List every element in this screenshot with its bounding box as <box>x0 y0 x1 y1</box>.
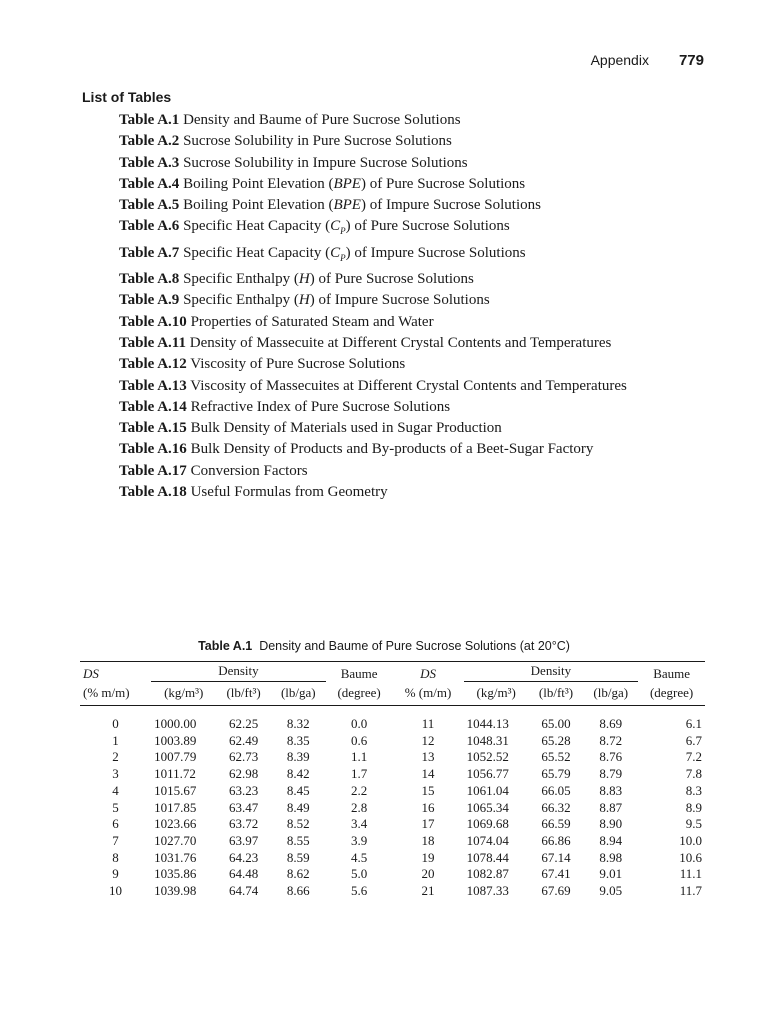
table-cell: 1069.68 <box>466 816 509 832</box>
table-cell: 5 <box>112 799 119 815</box>
table-item-title: Boiling Point Elevation (BPE) of Pure Sucrose Solutions <box>183 175 526 192</box>
table-cell: 7.2 <box>685 749 702 765</box>
table-item-label: Table A.13 <box>119 377 187 394</box>
table-body <box>80 706 705 900</box>
table-cell: 62.73 <box>228 749 259 765</box>
table-cell: 11.7 <box>679 883 702 899</box>
table-cell: 5.6 <box>350 883 368 899</box>
table-cell: 1.7 <box>350 766 368 782</box>
table-cell: 67.41 <box>541 866 571 882</box>
table-cell: 66.86 <box>541 832 571 848</box>
table-item-title: Conversion Factors <box>190 462 308 479</box>
table-cell: 1 <box>112 732 119 748</box>
table-cell: 11 <box>421 716 435 731</box>
table-cell: 4 <box>112 782 119 798</box>
list-of-tables <box>119 110 627 503</box>
table-cell: 8.39 <box>286 749 310 765</box>
table-row <box>80 833 705 850</box>
list-of-tables-item <box>119 397 627 418</box>
header-ds-left-line2: (% m/m) <box>83 685 130 700</box>
table-cell: 1048.31 <box>466 732 509 748</box>
table-cell: 1000.00 <box>154 716 197 731</box>
table-caption-label: Table A.1 <box>198 639 253 653</box>
table-cell: 15 <box>421 782 435 798</box>
table-cell: 8 <box>112 849 119 865</box>
table-cell: 64.48 <box>228 866 259 882</box>
table-cell: 8.42 <box>286 766 310 782</box>
table-row <box>80 749 705 766</box>
table-item-title: Specific Enthalpy (H) of Pure Sucrose Solutions <box>183 271 474 288</box>
table-caption <box>0 639 768 653</box>
table-cell: 8.76 <box>599 749 623 765</box>
table-cell: 1087.33 <box>466 883 509 899</box>
table-item-label: Table A.17 <box>119 462 187 479</box>
table-row <box>80 816 705 833</box>
table-cell: 8.69 <box>599 716 623 731</box>
table-item-label: Table A.1 <box>119 112 180 128</box>
table-cell: 1044.13 <box>466 716 509 731</box>
table-cell: 16 <box>421 799 435 815</box>
table-item-title: Useful Formulas from Geometry <box>190 484 388 501</box>
table-cell: 9.01 <box>599 866 623 882</box>
table-row <box>80 866 705 883</box>
table-cell: 8.49 <box>286 799 310 815</box>
table-cell: 8.62 <box>286 866 310 882</box>
table-cell: 1.1 <box>350 749 368 765</box>
header-density-right: Density <box>464 662 639 682</box>
table-cell: 64.74 <box>228 883 259 899</box>
table-cell: 0.6 <box>350 732 368 748</box>
list-of-tables-item <box>119 290 627 311</box>
table-item-label: Table A.5 <box>119 197 180 214</box>
table-cell: 8.94 <box>599 832 623 848</box>
table-cell: 9.05 <box>599 883 623 899</box>
table-item-title: Boiling Point Elevation (BPE) of Impure Sucrose Solutions <box>183 197 541 214</box>
header-lbft3-right: (lb/ft³) <box>538 685 574 700</box>
header-baume-right-line1: Baume <box>653 665 691 681</box>
table-cell: 1035.86 <box>154 866 197 882</box>
table-cell: 1056.77 <box>466 766 509 782</box>
list-of-tables-item <box>119 376 627 397</box>
table-cell: 8.98 <box>599 849 623 865</box>
table-cell: 7.8 <box>685 766 702 782</box>
table-item-label: Table A.14 <box>119 398 187 415</box>
table-cell: 1031.76 <box>154 849 197 865</box>
table-cell: 1015.67 <box>154 782 197 798</box>
table-cell: 6.1 <box>685 716 702 731</box>
table-row <box>80 800 705 817</box>
table-cell: 8.83 <box>599 782 623 798</box>
table-item-label: Table A.12 <box>119 356 187 373</box>
list-of-tables-item <box>119 131 627 152</box>
table-cell: 11.1 <box>679 866 702 882</box>
table-cell: 66.59 <box>541 816 571 832</box>
table-item-title: Sucrose Solubility in Pure Sucrose Solutions <box>183 133 452 150</box>
table-cell: 8.9 <box>685 799 702 815</box>
list-of-tables-item <box>119 269 627 290</box>
table-caption-title: Density and Baume of Pure Sucrose Solutions (at 20°C) <box>259 639 570 653</box>
table-item-label: Table A.11 <box>119 334 186 351</box>
table-item-label: Table A.8 <box>119 271 180 288</box>
list-of-tables-item <box>119 312 627 333</box>
list-of-tables-item <box>119 174 627 195</box>
table-item-title: Viscosity of Massecuites at Different Crystal Contents and Temperatures <box>190 377 627 394</box>
table-cell: 1061.04 <box>466 782 509 798</box>
page-number: 779 <box>678 52 704 69</box>
table-cell: 1007.79 <box>154 749 197 765</box>
table-cell: 63.47 <box>228 799 259 815</box>
table-row <box>80 850 705 867</box>
table-row <box>80 706 705 733</box>
table-cell: 10.0 <box>679 832 702 848</box>
header-density-left: Density <box>151 662 326 682</box>
table-item-title: Bulk Density of Materials used in Sugar Production <box>190 420 502 437</box>
table-item-title: Properties of Saturated Steam and Water <box>190 313 434 330</box>
table-cell: 66.32 <box>541 799 571 815</box>
table-cell: 66.05 <box>541 782 571 798</box>
list-of-tables-item <box>119 153 627 174</box>
table-cell: 1082.87 <box>466 866 509 882</box>
table-cell: 4.5 <box>350 849 368 865</box>
header-ds-left-line1: DS <box>83 665 99 681</box>
table-cell: 2.2 <box>350 782 368 798</box>
table-cell: 65.00 <box>541 716 571 731</box>
table-item-title: Density and Baume of Pure Sucrose Solutions <box>183 112 461 128</box>
table-cell: 13 <box>421 749 435 765</box>
table-cell: 20 <box>421 866 435 882</box>
list-of-tables-item <box>119 243 627 269</box>
table-cell: 8.55 <box>286 832 310 848</box>
list-of-tables-item <box>119 354 627 375</box>
table-item-label: Table A.18 <box>119 484 187 501</box>
table-item-title: Specific Enthalpy (H) of Impure Sucrose Solutions <box>183 292 490 309</box>
table-cell: 62.49 <box>228 732 259 748</box>
table-cell: 0 <box>112 716 119 731</box>
list-of-tables-item <box>119 333 627 354</box>
table-cell: 63.97 <box>228 832 259 848</box>
header-kgm3-left: (kg/m³) <box>164 685 204 700</box>
table-item-label: Table A.9 <box>119 292 180 309</box>
table-cell: 14 <box>421 766 435 782</box>
table-cell: 2 <box>112 749 119 765</box>
table-cell: 6 <box>112 816 119 832</box>
table-item-title: Sucrose Solubility in Impure Sucrose Solutions <box>183 154 468 171</box>
table-cell: 2.8 <box>350 799 368 815</box>
header-kgm3-right: (kg/m³) <box>476 685 516 700</box>
table-cell: 64.23 <box>228 849 259 865</box>
table-cell: 8.59 <box>286 849 310 865</box>
table-cell: 8.35 <box>286 732 310 748</box>
table-cell: 8.3 <box>685 782 702 798</box>
table-item-label: Table A.6 <box>119 218 180 235</box>
list-of-tables-item <box>119 216 627 242</box>
table-item-label: Table A.16 <box>119 441 187 458</box>
table-cell: 0.0 <box>350 716 368 731</box>
table-cell: 1078.44 <box>466 849 509 865</box>
table-cell: 67.14 <box>541 849 571 865</box>
table-cell: 19 <box>421 849 435 865</box>
table-cell: 17 <box>421 816 435 832</box>
table-item-label: Table A.3 <box>119 154 180 171</box>
table-cell: 18 <box>421 832 435 848</box>
table-cell: 1065.34 <box>466 799 509 815</box>
table-item-title: Specific Heat Capacity $(C_P)$ of Pure Sucrose Solutions <box>183 218 510 237</box>
list-of-tables-item <box>119 110 627 131</box>
list-of-tables-item <box>119 195 627 216</box>
table-cell: 63.72 <box>228 816 259 832</box>
table-cell: 12 <box>421 732 435 748</box>
table-item-title: Viscosity of Pure Sucrose Solutions <box>190 356 406 373</box>
density-baume-table <box>80 661 705 900</box>
list-of-tables-heading: List of Tables <box>82 89 172 105</box>
table-item-label: Table A.10 <box>119 313 187 330</box>
list-of-tables-item <box>119 439 627 460</box>
table-cell: 63.23 <box>228 782 259 798</box>
table-cell: 65.79 <box>541 766 571 782</box>
table-cell: 3 <box>112 766 119 782</box>
table-cell: 65.52 <box>541 749 571 765</box>
table-item-label: Table A.2 <box>119 133 180 150</box>
header-ds-right-line2: % (m/m) <box>404 685 452 700</box>
table-cell: 8.52 <box>286 816 310 832</box>
table-cell: 65.28 <box>541 732 571 748</box>
header-lbga-right: (lb/ga) <box>593 685 629 700</box>
table-item-title: Specific Heat Capacity $(C_P)$ of Impure Sucrose Solutions <box>183 244 526 263</box>
table-cell: 1011.72 <box>154 766 196 782</box>
table-cell: 8.90 <box>599 816 623 832</box>
table-item-title: Density of Massecuite at Different Crystal Contents and Temperatures <box>189 334 612 351</box>
table-cell: 8.32 <box>286 716 310 731</box>
table-cell: 1074.04 <box>466 832 509 848</box>
table-cell: 21 <box>421 883 435 899</box>
running-head-section: Appendix <box>590 52 649 68</box>
table-row <box>80 883 705 900</box>
table-cell: 1052.52 <box>466 749 509 765</box>
table-cell: 1027.70 <box>154 832 197 848</box>
table-item-title: Refractive Index of Pure Sucrose Solutions <box>190 398 451 415</box>
table-cell: 10 <box>109 883 123 899</box>
table-cell: 62.25 <box>228 716 259 731</box>
table-cell: 8.45 <box>286 782 310 798</box>
table-cell: 7 <box>112 832 119 848</box>
header-lbga-left: (lb/ga) <box>280 685 316 700</box>
table-row <box>80 766 705 783</box>
list-of-tables-item <box>119 418 627 439</box>
table-cell: 8.87 <box>599 799 623 815</box>
table-cell: 3.4 <box>350 816 368 832</box>
table-cell: 3.9 <box>350 832 368 848</box>
table-cell: 67.69 <box>541 883 571 899</box>
table-cell: 9.5 <box>685 816 702 832</box>
table-cell: 1039.98 <box>154 883 197 899</box>
table-row <box>80 783 705 800</box>
table-cell: 10.6 <box>679 849 702 865</box>
table-row <box>80 733 705 750</box>
table-cell: 1023.66 <box>154 816 197 832</box>
running-head <box>591 52 704 69</box>
table-cell: 8.66 <box>286 883 310 899</box>
header-ds-right-line1: DS <box>420 665 436 681</box>
table-cell: 8.79 <box>599 766 623 782</box>
table-cell: 62.98 <box>228 766 259 782</box>
table-cell: 9 <box>112 866 119 882</box>
table-item-label: Table A.15 <box>119 420 187 437</box>
table-cell: 8.72 <box>599 732 623 748</box>
table-item-label: Table A.4 <box>119 175 180 192</box>
table-item-title: Bulk Density of Products and By-products of a Beet-Sugar Factory <box>190 441 594 458</box>
header-baume-right-line2: (degree) <box>649 685 694 700</box>
table-cell: 1003.89 <box>154 732 197 748</box>
header-baume-left-line1: Baume <box>340 665 378 681</box>
list-of-tables-item <box>119 482 627 503</box>
table-cell: 5.0 <box>350 866 368 882</box>
table-cell: 1017.85 <box>154 799 197 815</box>
header-lbft3-left: (lb/ft³) <box>226 685 261 700</box>
table-cell: 6.7 <box>685 732 702 748</box>
header-baume-left-line2: (degree) <box>337 685 381 700</box>
list-of-tables-item <box>119 461 627 482</box>
table-item-label: Table A.7 <box>119 244 180 261</box>
